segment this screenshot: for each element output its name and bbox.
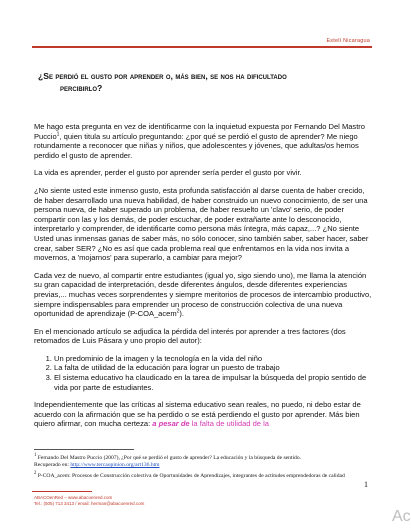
footnote-1-link[interactable]: http://www.tercaopinion.org/art136.htm (70, 462, 160, 469)
paragraph-3: ¿No siente usted este inmenso gusto, esta profunda satisfacción al darse cuenta de haber crecido, de haber desarrollado una nueva habilidad, de haber construido un nuevo conocimiento, de ser una persona nueva, de haber superado un problema, de haber resuelto un 'clavo' serio, de poder compartir con las y los demás, de poder escuchar, de poder extrañarte ante lo desconocido, interpretarlo y comprender, de identificarte como persona más íntegra, más capaz,...? ¿No siente Usted unas inmensas ganas de saber más, no sólo conocer, sino también saber, saber hacer, saber crear, saber SER? ¿No es así que cada problema real que enfrentamos en la vida nos invita a movernos, a 'mojarnos' para superarlo, a cambiar para mejor? (34, 185, 369, 263)
factors-list (34, 354, 374, 392)
footnote-1-source (34, 462, 374, 469)
title-line-1: ¿Se perdió el gusto por aprender o, más bien, se nos ha dificultado (38, 71, 287, 81)
footnote-1-number: 1 (34, 453, 37, 458)
paragraph-1 (34, 122, 374, 160)
footnote-2-text: P-COA_acem: Procesos de Construcción colectiva de Oportunidades de Aprendizajes, integrantes de actitudes emprendedoras de calidad (36, 472, 345, 479)
watermark-text: Ac (392, 508, 411, 525)
paragraph-1-text-b: , quien titula su artículo preguntando: ¿por qué se perdió el gusto de aprender? Me niego rotundamente a reconocer que niñas y niños, que adolescentes y jóvenes, que adultas/os hemos perdido el gusto de aprender. (34, 131, 359, 160)
article-body (34, 122, 374, 437)
emphasis-text: a pesar de (152, 419, 190, 429)
list-item: 3. El sistema educativo ha claudicado en la tarea de impulsar la búsqueda del propio sentido de vida por parte de estudiantes. (54, 373, 374, 392)
paragraph-2: La vida es aprender, perder el gusto por aprender sería perder el gusto por vivir. (34, 168, 302, 178)
footnote-ref-1[interactable]: 1 (56, 131, 60, 138)
paragraph-6-text-b: la falta de utilidad de la (189, 419, 269, 429)
title-line-2: percibirlo? (60, 83, 103, 93)
list-item: 1. Un predominio de la imagen y la tecnología en la vida del niño (54, 354, 374, 364)
footnote-1-text: Fernando Del Mastro Puccio (2007), ¿Por qué se perdió el gusto de aprender? La educación y la búsqueda de sentido. (36, 454, 302, 461)
paragraph-6 (34, 400, 374, 429)
footnote-separator (34, 449, 134, 450)
paragraph-1-text-a: Me hago esta pregunta en vez de identificarme con la inquietud expuesta por Fernando Del Mastro Puccio (34, 122, 366, 141)
footnote-2-number: 2 (34, 470, 37, 476)
footnote-1 (34, 452, 374, 462)
footnote-1-recuperado: Recuperado en: (34, 462, 71, 469)
footer-line-1: ABACOenRed – www.abacoenred.com (34, 495, 113, 500)
paragraph-4 (34, 271, 374, 319)
header-location: Estelí Nicaragua (326, 38, 370, 44)
paragraph-4-text-a: Cada vez de nuevo, al compartir entre estudiantes (igual yo, sigo siendo uno), me llama la atención su gran capacidad de interpretación, desde diferentes ángulos, desde diferentes experiencias previas,... muchas veces sorprendentes y siempre meritorios de procesos de intercambio productivo, siempre indispensables para emprender un proceso de construcción colectiva de una nueva oportunidad de aprendizaje (P-COA_acem (34, 270, 372, 319)
footnote-2 (34, 470, 374, 480)
footer (34, 495, 144, 507)
list-item: 2. La falta de utilidad de la educación para lograr un puesto de trabajo (54, 363, 374, 373)
footer-line-2: Tel.: (505) 713 3413 / email: herman@abacoenred.com (34, 501, 145, 506)
page-number: 1 (364, 480, 368, 489)
footnotes (34, 452, 374, 480)
footer-rule (32, 491, 92, 492)
article-title (38, 70, 368, 94)
footnote-ref-2[interactable]: 2 (176, 308, 180, 315)
paragraph-4-text-b: ). (179, 309, 185, 319)
paragraph-6-text-a: Independientemente que las críticas al sistema educativo sean reales, no puedo, ni debo estar de acuerdo con la afirmación que se ha perdido o se está perdiendo el gusto por aprender. Más bien quiero afirmar, con mucha certeza: (34, 400, 361, 429)
paragraph-5: En el mencionado artículo se adjudica la pérdida del interés por aprender a tres factores (dos retomados de Luis Pásara y uno propio del autor): (34, 326, 346, 346)
header-rule (32, 46, 372, 48)
